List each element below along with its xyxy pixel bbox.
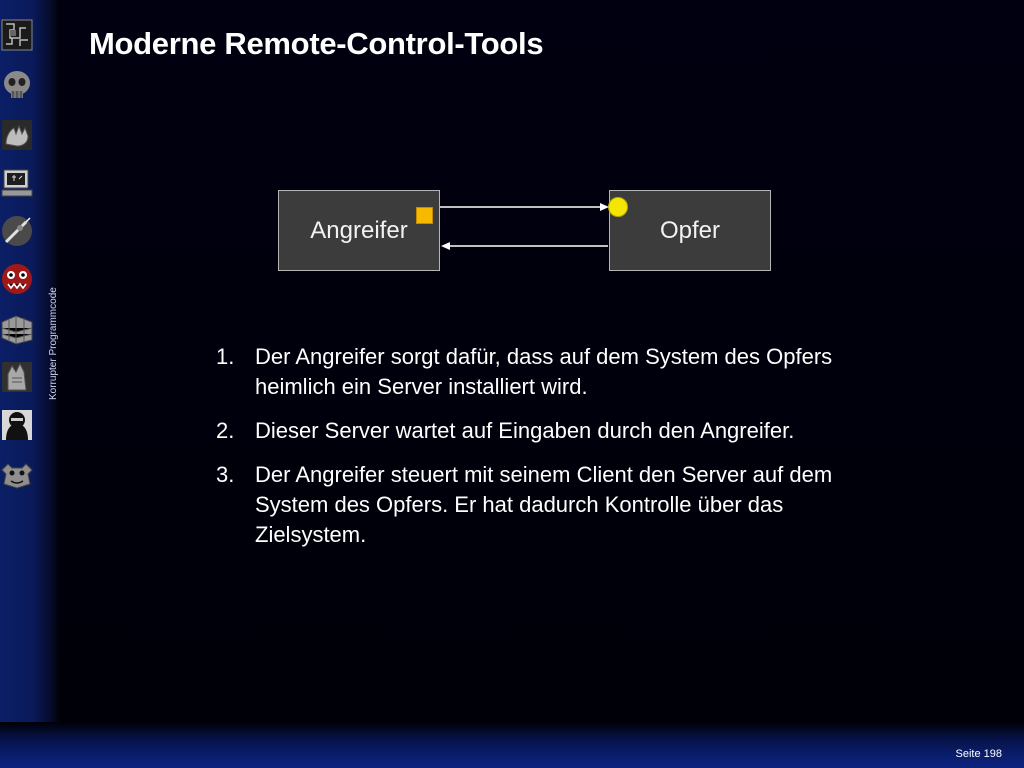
page-title: Moderne Remote-Control-Tools	[89, 26, 544, 61]
hand-icon	[0, 118, 34, 152]
hand-puppet-icon	[0, 360, 34, 394]
attacker-label: Angreifer	[310, 216, 408, 244]
arrow-to-attacker-head	[441, 242, 450, 250]
list-item	[216, 416, 876, 446]
needle-icon	[0, 214, 34, 248]
masked-person-icon	[0, 408, 34, 442]
step-text: Dieser Server wartet auf Eingaben durch den Angreifer.	[255, 418, 795, 443]
bottom-band	[0, 722, 1024, 768]
step-text: Der Angreifer sorgt dafür, dass auf dem System des Opfers heimlich ein Server installiert wird.	[255, 344, 833, 399]
vertical-section-label: Korrupter Programmcode	[48, 287, 59, 400]
list-item	[216, 342, 876, 402]
step-number: 1.	[216, 344, 235, 369]
step-number: 3.	[216, 462, 235, 487]
victim-label: Opfer	[659, 216, 721, 244]
list-item	[216, 460, 876, 550]
skull-icon	[0, 68, 34, 102]
computer-icon	[0, 166, 34, 200]
arrow-to-victim-head	[600, 203, 609, 211]
connection-arrows	[270, 180, 790, 290]
step-text: Der Angreifer steuert mit seinem Client den Server auf dem System des Opfers. Er hat dadurch Kontrolle über das Zielsystem.	[255, 462, 833, 547]
circuit-board-icon	[0, 18, 34, 52]
steps-list	[216, 342, 876, 564]
wall-icon	[0, 312, 34, 346]
monster-face-icon	[0, 262, 34, 296]
page-number: Seite 198	[955, 748, 1002, 760]
gremlin-face-icon	[0, 456, 34, 490]
remote-control-diagram	[270, 180, 790, 290]
step-number: 2.	[216, 418, 235, 443]
